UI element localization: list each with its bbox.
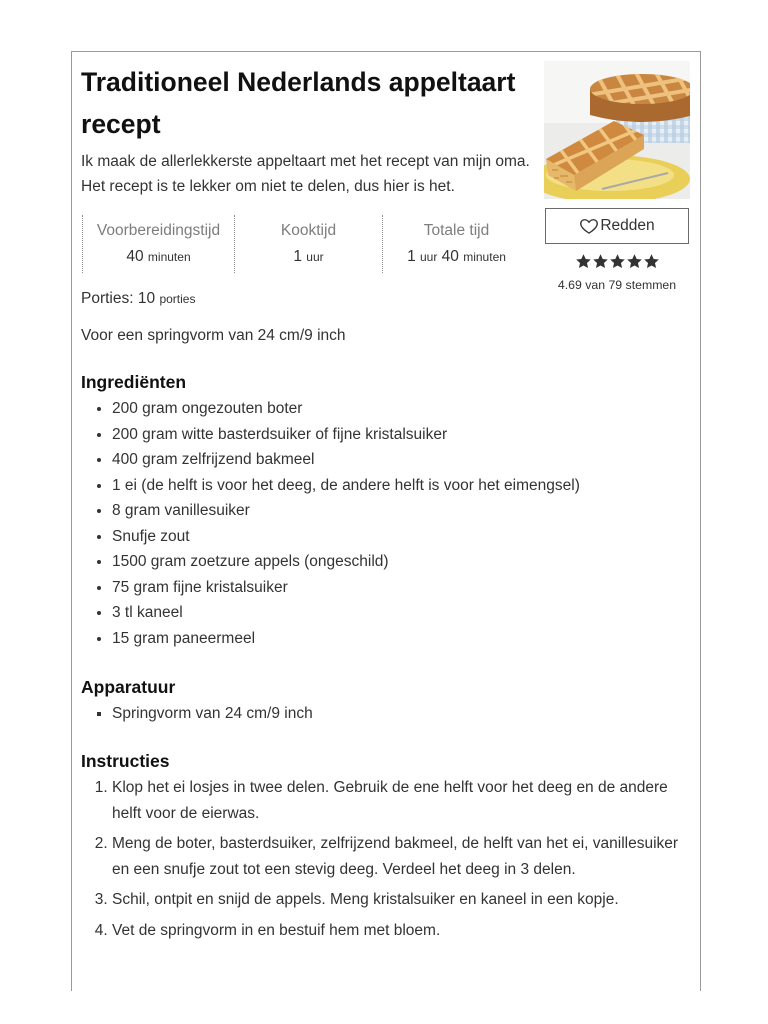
prep-time-label: Voorbereidingstijd	[96, 222, 221, 239]
ingredient-item: • 1 ei (de helft is voor het deeg, de andere helft is voor het eimengsel)	[112, 473, 690, 499]
rating-summary: 4.69 van 79 stemmen	[557, 278, 677, 292]
prep-time-value	[83, 245, 234, 269]
ingredient-list	[81, 396, 690, 651]
star-shape	[576, 254, 591, 268]
total-time-value	[383, 245, 530, 269]
star-shape	[644, 254, 659, 268]
star-shape	[627, 254, 642, 268]
ingredient-item: • 15 gram paneermeel	[112, 626, 690, 652]
total-time-label: Totale tijd	[423, 222, 490, 239]
equipment-item: ▪ Springvorm van 24 cm/9 inch	[112, 701, 690, 727]
equipment-heading: Apparatuur	[81, 677, 176, 697]
recipe-photo	[544, 61, 690, 199]
ingredient-item: • Snufje zout	[112, 524, 690, 550]
servings-amount[interactable]: 10	[137, 290, 156, 307]
apple-pie-photo	[544, 61, 690, 199]
star-icon[interactable]	[626, 253, 643, 270]
instruction-step: 3. Schil, ontpit en snijd de appels. Meng kristalsuiker en kaneel in een kopje.	[112, 887, 690, 913]
star-icon[interactable]	[609, 253, 626, 270]
instruction-step: 1. Klop het ei losjes in twee delen. Gebruik de ene helft voor het deeg en de andere helft voor de eierwas.	[112, 775, 690, 826]
instruction-list	[81, 775, 690, 948]
instruction-step: 4. Vet de springvorm in en bestuif hem met bloem.	[112, 918, 690, 944]
save-recipe-label: Redden	[600, 217, 655, 234]
ingredient-item: • 200 gram ongezouten boter	[112, 396, 690, 422]
prep-time-unit: minuten	[147, 250, 191, 264]
prep-time	[82, 215, 234, 273]
cook-time-amount: 1	[293, 248, 302, 265]
prep-time-amount: 40	[126, 248, 144, 265]
total-time	[382, 215, 530, 273]
total-time-minutes: 40	[441, 248, 459, 265]
save-recipe-button[interactable]	[545, 208, 689, 244]
recipe-note: Voor een springvorm van 24 cm/9 inch	[81, 327, 346, 344]
servings-unit: porties	[159, 292, 196, 306]
recipe-summary: Ik maak de allerlekkerste appeltaart met het recept van mijn oma. Het recept is te lekker om niet te delen, dus hier is het.	[81, 153, 530, 195]
ingredient-item: • 200 gram witte basterdsuiker of fijne kristalsuiker	[112, 422, 690, 448]
ingredient-item: • 3 tl kaneel	[112, 600, 690, 626]
recipe-title: Traditioneel Nederlands appeltaart recept	[81, 67, 516, 139]
heart-outline-shape	[581, 220, 598, 233]
cook-time-value	[235, 245, 382, 269]
total-time-minutes-unit: minuten	[463, 250, 506, 264]
ingredient-item: • 400 gram zelfrijzend bakmeel	[112, 447, 690, 473]
instructions-heading: Instructies	[81, 751, 170, 771]
servings-label: Porties:	[81, 290, 134, 307]
star-shape	[593, 254, 608, 268]
total-time-hours-unit: uur	[420, 250, 438, 264]
cook-time	[234, 215, 382, 273]
star-rating[interactable]	[544, 253, 690, 270]
cook-time-unit: uur	[306, 250, 324, 264]
ingredients-heading: Ingrediënten	[81, 372, 187, 392]
ingredient-item: • 75 gram fijne kristalsuiker	[112, 575, 690, 601]
star-icon[interactable]	[592, 253, 609, 270]
ingredient-item: • 1500 gram zoetzure appels (ongeschild)	[112, 549, 690, 575]
star-icon[interactable]	[575, 253, 592, 270]
star-icon[interactable]	[643, 253, 660, 270]
cook-time-label: Kooktijd	[280, 222, 337, 239]
heart-outline-icon	[579, 216, 599, 236]
instruction-step: 2. Meng de boter, basterdsuiker, zelfrijzend bakmeel, de helft van het ei, vanillesuiker en een snufje zout tot een stevig deeg. Verdeel het deeg in 3 delen.	[112, 831, 690, 882]
equipment-list	[81, 701, 690, 727]
ingredient-item: • 8 gram vanillesuiker	[112, 498, 690, 524]
total-time-hours: 1	[407, 248, 416, 265]
servings	[81, 286, 195, 312]
star-shape	[610, 254, 625, 268]
time-summary	[82, 215, 530, 273]
